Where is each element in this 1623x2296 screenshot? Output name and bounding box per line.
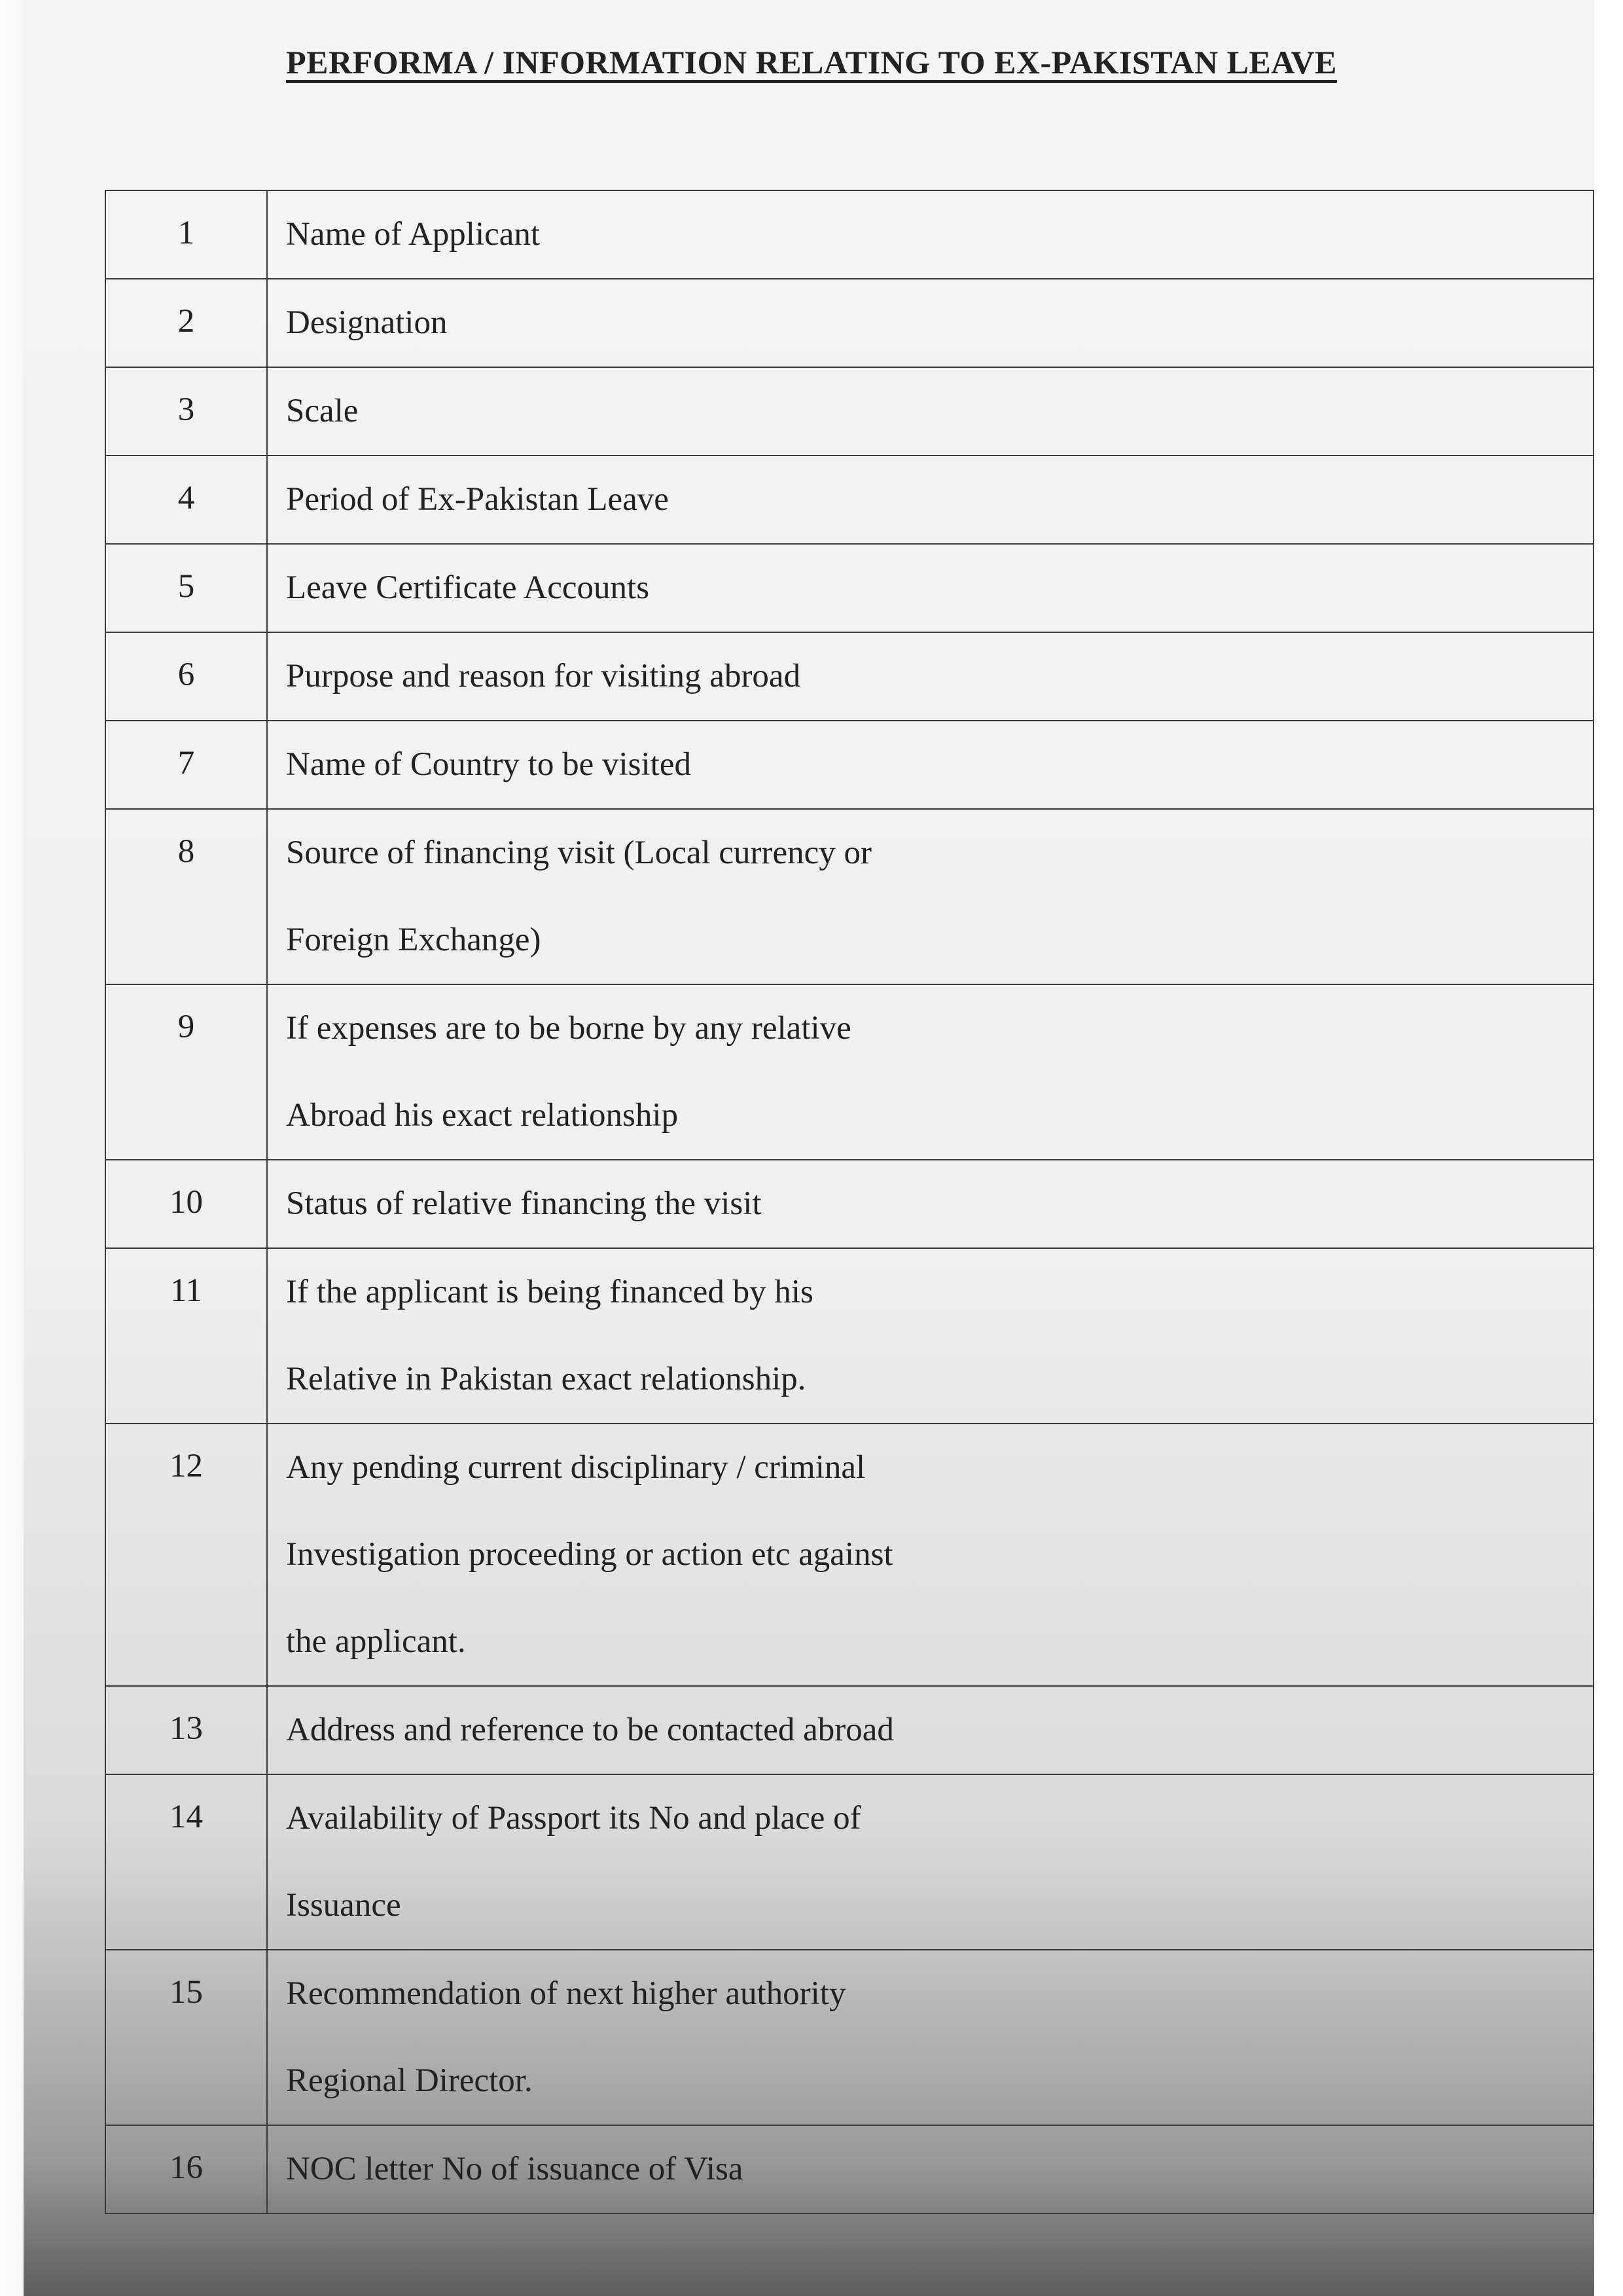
field-label — [267, 984, 1594, 1160]
field-label-line: Recommendation of next higher authority — [286, 1975, 846, 2012]
field-label-line: Leave Certificate Accounts — [286, 569, 650, 606]
row-number: 5 — [105, 544, 267, 632]
row-number: 7 — [105, 721, 267, 809]
row-number: 8 — [105, 809, 267, 984]
row-number: 6 — [105, 632, 267, 721]
form-row — [105, 279, 1594, 367]
field-label-line: Abroad his exact relationship — [286, 1097, 679, 1134]
form-row — [105, 2125, 1594, 2214]
form-row — [105, 1686, 1594, 1774]
field-label-line: Foreign Exchange) — [286, 922, 541, 958]
row-number: 16 — [105, 2125, 267, 2214]
form-row — [105, 721, 1594, 809]
field-label-line: Status of relative financing the visit — [286, 1185, 762, 1222]
form-row — [105, 190, 1594, 279]
row-number: 1 — [105, 190, 267, 279]
field-label — [267, 809, 1594, 984]
field-label — [267, 1160, 1594, 1248]
field-label — [267, 367, 1594, 456]
field-label — [267, 1686, 1594, 1774]
page-left-margin — [0, 0, 24, 2296]
form-row — [105, 544, 1594, 632]
form-table — [105, 190, 1594, 2214]
form-row — [105, 1424, 1594, 1686]
field-label-line: Regional Director. — [286, 2062, 533, 2099]
field-label-line: Investigation proceeding or action etc against — [286, 1536, 893, 1573]
row-number: 13 — [105, 1686, 267, 1774]
row-number: 3 — [105, 367, 267, 456]
form-row — [105, 632, 1594, 721]
row-number: 11 — [105, 1248, 267, 1424]
row-number: 4 — [105, 456, 267, 544]
form-row — [105, 1774, 1594, 1950]
field-label-line: NOC letter No of issuance of Visa — [286, 2151, 743, 2187]
field-label — [267, 1248, 1594, 1424]
field-label-line: the applicant. — [286, 1623, 466, 1660]
field-label — [267, 2125, 1594, 2214]
row-number: 14 — [105, 1774, 267, 1950]
form-row — [105, 984, 1594, 1160]
form-row — [105, 1248, 1594, 1424]
row-number: 15 — [105, 1950, 267, 2125]
field-label — [267, 456, 1594, 544]
field-label-line: Any pending current disciplinary / criminal — [286, 1449, 866, 1486]
form-row — [105, 1950, 1594, 2125]
page-right-margin — [1594, 0, 1623, 2296]
row-number: 9 — [105, 984, 267, 1160]
row-number: 10 — [105, 1160, 267, 1248]
form-row — [105, 1160, 1594, 1248]
row-number: 12 — [105, 1424, 267, 1686]
field-label-line: Purpose and reason for visiting abroad — [286, 658, 801, 694]
field-label-line: Name of Applicant — [286, 216, 541, 253]
field-label — [267, 632, 1594, 721]
form-table-body — [105, 190, 1594, 2214]
field-label-line: Period of Ex-Pakistan Leave — [286, 481, 669, 518]
form-row — [105, 367, 1594, 456]
row-number: 2 — [105, 279, 267, 367]
field-label-line: Relative in Pakistan exact relationship. — [286, 1361, 806, 1397]
field-label — [267, 1774, 1594, 1950]
field-label — [267, 721, 1594, 809]
field-label-line: If the applicant is being financed by his — [286, 1274, 813, 1310]
field-label-line: Designation — [286, 304, 448, 341]
field-label — [267, 544, 1594, 632]
field-label — [267, 190, 1594, 279]
field-label-line: Issuance — [286, 1887, 401, 1924]
field-label-line: If expenses are to be borne by any relative — [286, 1010, 851, 1047]
field-label-line: Source of financing visit (Local currency or — [286, 834, 872, 871]
field-label-line: Name of Country to be visited — [286, 746, 691, 783]
field-label — [267, 279, 1594, 367]
field-label — [267, 1950, 1594, 2125]
field-label-line: Availability of Passport its No and place of — [286, 1800, 861, 1837]
field-label-line: Scale — [286, 393, 359, 429]
field-label-line: Address and reference to be contacted abroad — [286, 1712, 894, 1748]
form-title: PERFORMA / INFORMATION RELATING TO EX-PAKISTAN LEAVE — [286, 44, 1337, 81]
form-row — [105, 809, 1594, 984]
field-label — [267, 1424, 1594, 1686]
form-row — [105, 456, 1594, 544]
